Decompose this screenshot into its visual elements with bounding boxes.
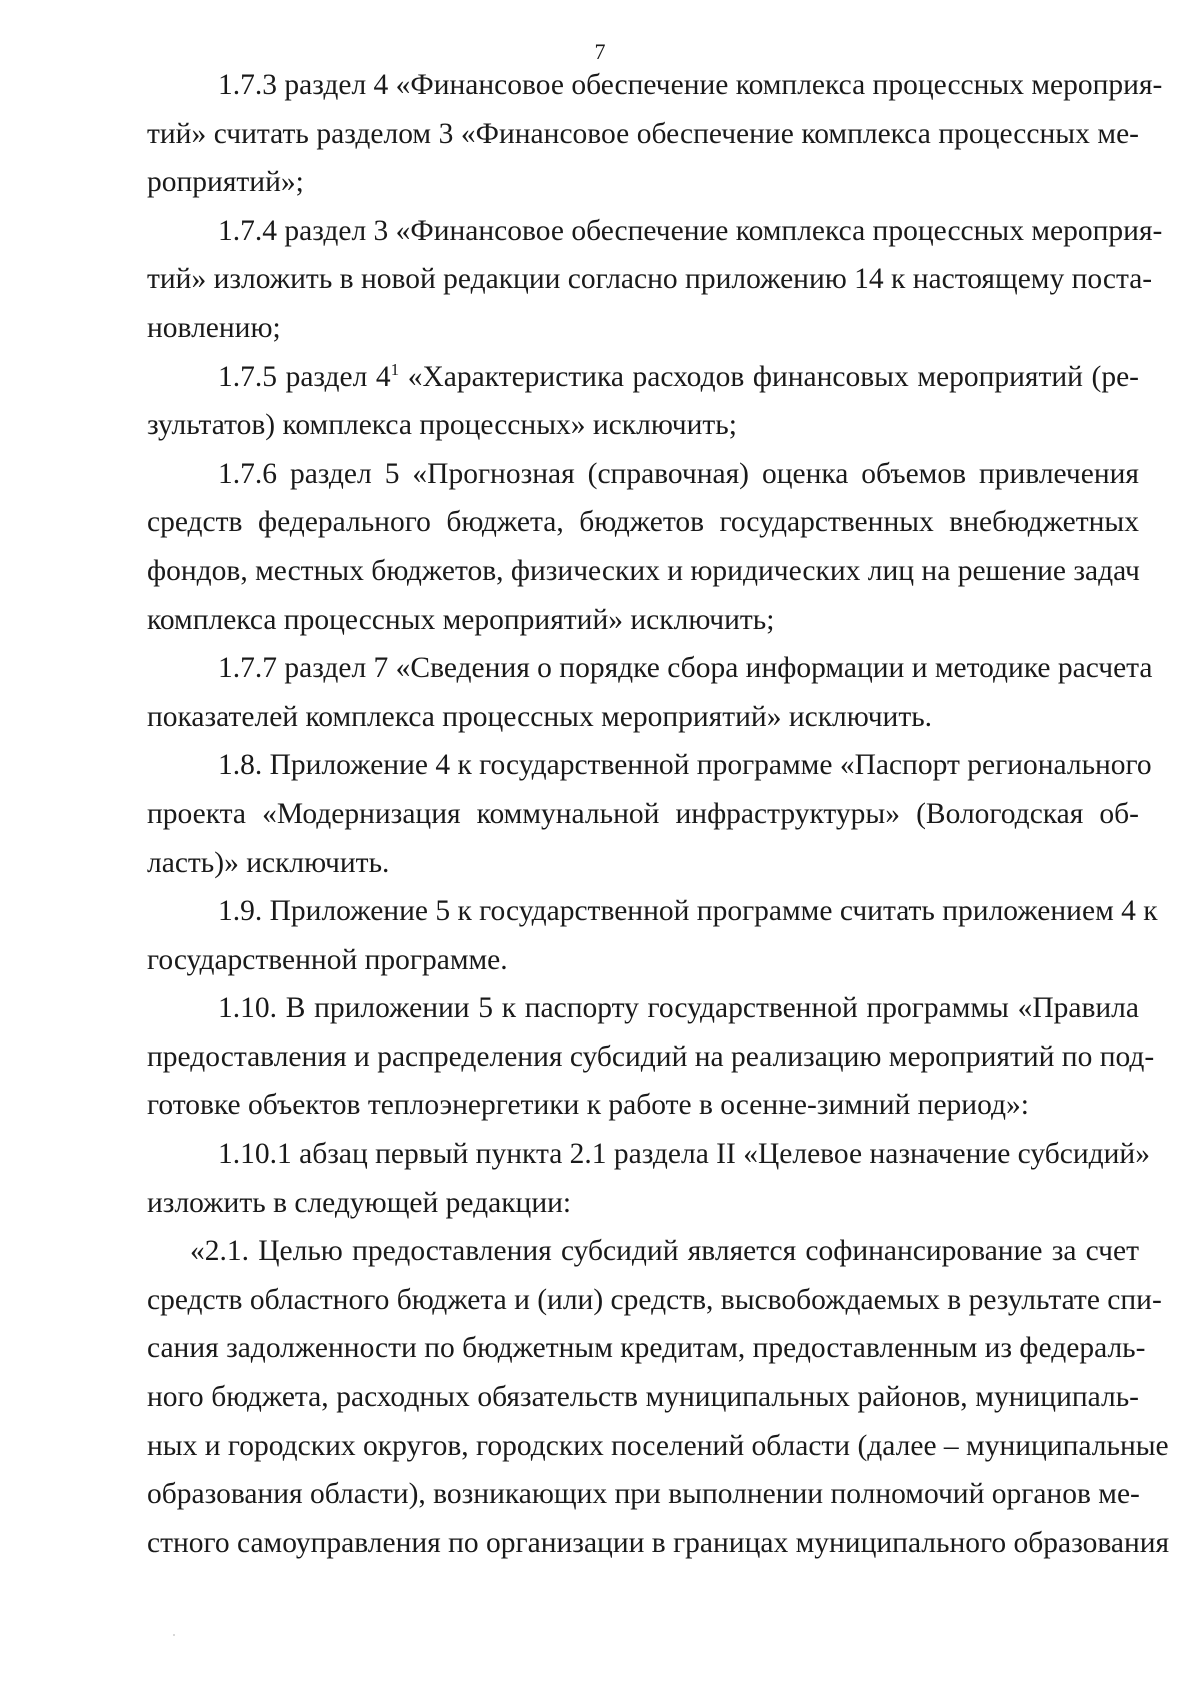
paragraph-1-7-5	[147, 353, 1139, 450]
text-line: 1.10.1 абзац первый пункта 2.1 раздела II «Целевое назначение субсидий»	[218, 1138, 1150, 1171]
text-line-with-superscript	[147, 353, 1139, 402]
text-line: тий» считать разделом 3 «Финансовое обеспечение комплекса процессных ме-	[147, 117, 1139, 150]
text-line: сания задолженности по бюджетным кредитам, предоставленным из федераль-	[147, 1332, 1146, 1365]
text-line: комплекса процессных мероприятий» исключить;	[147, 603, 775, 636]
text-line: 1.8. Приложение 4 к государственной программе «Паспорт регионального	[218, 749, 1152, 782]
text-line: готовке объектов теплоэнергетики к работе в осенне-зимний период»:	[147, 1089, 1029, 1122]
text-line: ных и городских округов, городских поселений области (далее – муниципальные	[147, 1429, 1169, 1462]
text-line: 1.9. Приложение 5 к государственной программе считать приложением 4 к	[218, 895, 1158, 928]
text-line: 1.7.4 раздел 3 «Финансовое обеспечение комплекса процессных мероприя-	[218, 214, 1163, 247]
text-line: «2.1. Целью предоставления субсидий является софинансирование за счет	[190, 1235, 1139, 1268]
document-body	[147, 61, 1170, 1567]
page-number: 7	[594, 39, 606, 64]
text-line: 1.10. В приложении 5 к паспорту государственной программы «Правила	[218, 992, 1139, 1025]
text-line: стного самоуправления по организации в границах муниципального образования	[147, 1526, 1170, 1559]
text-line: изложить в следующей редакции:	[147, 1186, 572, 1219]
paragraph-1-7-4	[147, 207, 1163, 353]
text-line: средств федерального бюджета, бюджетов государственных внебюджетных	[147, 506, 1139, 539]
text-segment: «Характеристика расходов финансовых мероприятий (ре-	[399, 360, 1139, 393]
paragraph-1-7-3	[147, 61, 1163, 207]
paragraph-1-10-1	[147, 1130, 1150, 1227]
text-line: новлению;	[147, 311, 281, 344]
text-line: тий» изложить в новой редакции согласно приложению 14 к настоящему поста-	[147, 263, 1153, 296]
text-line: образования области), возникающих при выполнении полномочий органов ме-	[147, 1478, 1140, 1511]
paragraph-2-1-quote	[147, 1227, 1170, 1567]
text-line: ного бюджета, расходных обязательств муниципальных районов, муниципаль-	[147, 1381, 1139, 1414]
text-line: 1.7.6 раздел 5 «Прогнозная (справочная) оценка объемов привлечения	[218, 457, 1139, 490]
text-line: предоставления и распределения субсидий на реализацию мероприятий по под-	[147, 1040, 1155, 1073]
paragraph-1-10	[147, 984, 1155, 1130]
text-line: роприятий»;	[147, 166, 304, 199]
scan-speck	[173, 1634, 175, 1636]
text-line: показателей комплекса процессных мероприятий» исключить.	[147, 700, 933, 733]
superscript: 1	[390, 359, 400, 379]
paragraph-1-7-6	[147, 450, 1139, 644]
text-line: 1.7.7 раздел 7 «Сведения о порядке сбора информации и методике расчета	[218, 652, 1153, 685]
text-line: ласть)» исключить.	[147, 846, 390, 879]
text-segment: 1.7.5 раздел 4	[218, 360, 391, 393]
text-line: зультатов) комплекса процессных» исключить;	[147, 409, 737, 442]
text-line: 1.7.3 раздел 4 «Финансовое обеспечение комплекса процессных мероприя-	[218, 69, 1163, 101]
paragraph-1-7-7	[147, 644, 1153, 741]
text-line: государственной программе.	[147, 943, 508, 976]
paragraph-1-8	[147, 741, 1152, 887]
text-line: средств областного бюджета и (или) средств, высвобождаемых в результате спи-	[147, 1283, 1162, 1316]
text-line: проекта «Модернизация коммунальной инфраструктуры» (Вологодская об-	[147, 797, 1139, 830]
paragraph-1-9	[147, 887, 1158, 984]
text-line: фондов, местных бюджетов, физических и юридических лиц на решение задач	[147, 554, 1140, 587]
